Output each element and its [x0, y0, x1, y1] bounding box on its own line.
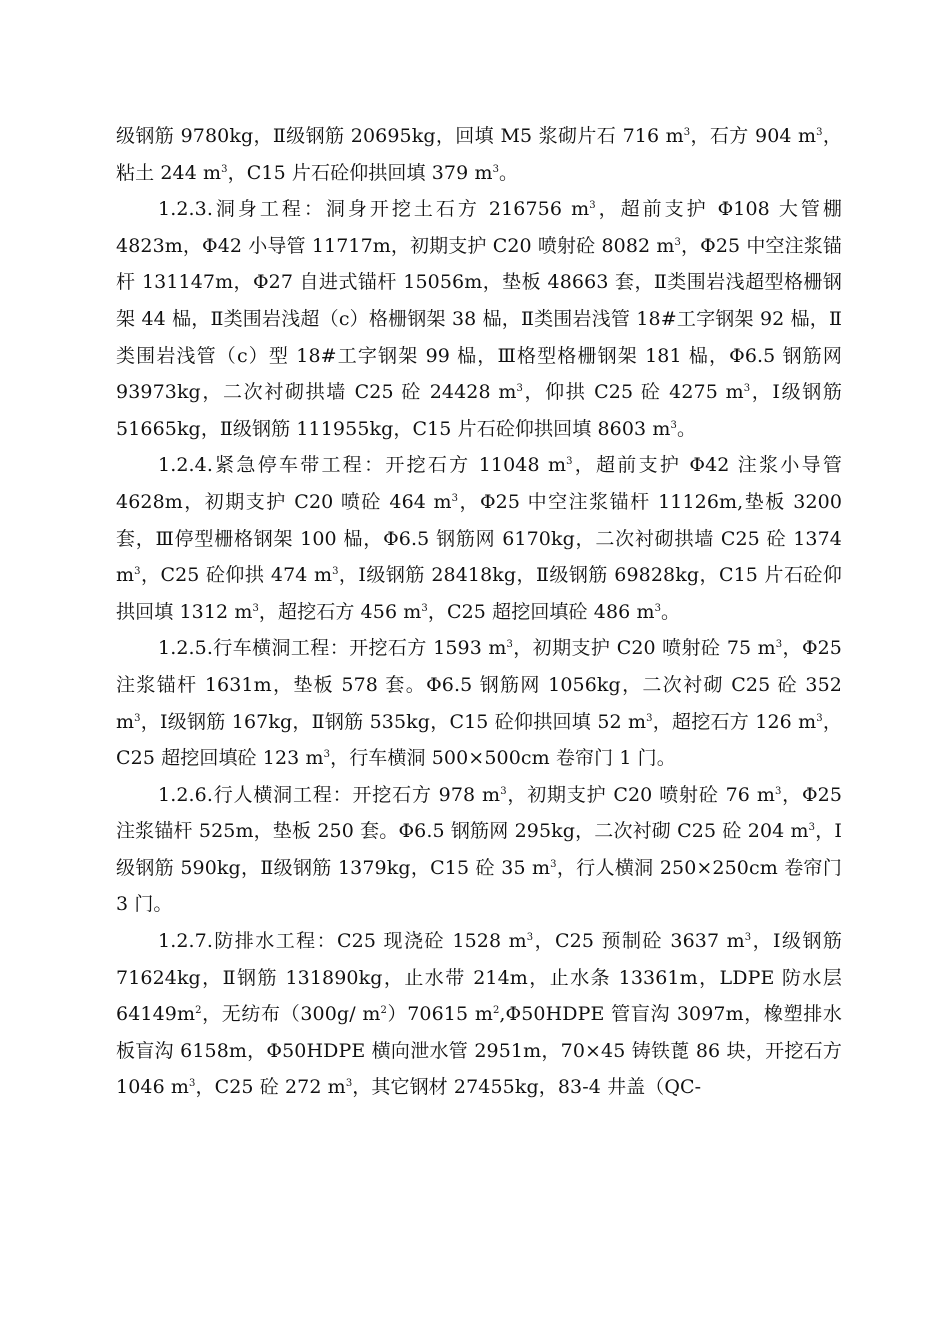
paragraph-rebar-backfill-continuation: 级钢筋 9780kg，Ⅱ级钢筋 20695kg，回填 M5 浆砌片石 716 $m^3$，石方 904 $m^3$，粘土 244 $m^3$，C15 片石砼仰拱回填 379 $m^3$。: [116, 125, 843, 184]
paragraph-waterproofing-drainage-works: 1.2.7.防排水工程：C25 现浇砼 1528 $m^3$，C25 预制砼 3637 $m^3$，Ⅰ级钢筋 71624kg，Ⅱ钢筋 131890kg，止水带 214m，止水条 13361m，LDPE 防水层 $64149m^2$，无纺布（300g/ $m^2)70615$ $m^2,\Phi 50HDPE$ 管盲沟 3097m，橡塑排水板盲沟 6158m，Φ50HDPE 横向泄水管 2951m，70×45 铸铁蓖 86 块，开挖石方 1046 $m^3$，C25 砼 272 $m^3$，其它钢材 27455kg，83-4 井盖（QC-: [116, 930, 842, 1099]
document-page: [116, 118, 842, 1106]
paragraph-tunnel-body-works: 1.2.3.洞身工程：洞身开挖土石方 216756 $m^3$，超前支护 Φ108 大管棚 4823m，Φ42 小导管 11717m，初期支护 C20 喷射砼 8082 $m^3$，Φ25 中空注浆锚杆 131147m，Φ27 自进式锚杆 15056m，垫板 48663 套，Ⅱ类围岩浅超型格栅钢架 44 榀，Ⅱ类围岩浅超（c）格栅钢架 38 榀，Ⅱ类围岩浅管 18#工字钢架 92 榀，Ⅱ类围岩浅管（c）型 18#工字钢架 99 榀，Ⅲ格型格栅钢架 181 榀，Φ6.5 钢筋网 93973kg，二次衬砌拱墙 C25 砼 24428 $m^3$，仰拱 C25 砼 4275 $m^3$，Ⅰ级钢筋 51665kg，Ⅱ级钢筋 111955kg，C15 片石砼仰拱回填 8603 $m^3$。: [116, 198, 843, 440]
paragraph-pedestrian-cross-passage-works: 1.2.6.行人横洞工程：开挖石方 978 $m^3$，初期支护 C20 喷射砼 76 $m^3$，Φ25 注浆锚杆 525m，垫板 250 套。Φ6.5 钢筋网 295kg，二次衬砌 C25 砼 204 $m^3$，Ⅰ级钢筋 590kg，Ⅱ级钢筋 1379kg，C15 砼 35 $m^3$，行人横洞 250×250cm 卷帘门 3 门。: [116, 783, 843, 916]
paragraph-vehicle-cross-passage-works: 1.2.5.行车横洞工程：开挖石方 1593 $m^3$，初期支护 C20 喷射砼 75 $m^3$，Φ25 注浆锚杆 1631m，垫板 578 套。Φ6.5 钢筋网 1056kg，二次衬砌 C25 砼 352 $m^3$，Ⅰ级钢筋 167kg，Ⅱ钢筋 535kg，C15 砼仰拱回填 52 $m^3$，超挖石方 126 $m^3$，C25 超挖回填砼 123 $m^3$，行车横洞 500×500cm 卷帘门 1 门。: [116, 637, 842, 770]
paragraph-emergency-parking-bay-works: 1.2.4.紧急停车带工程：开挖石方 11048 $m^3$，超前支护 Φ42 注浆小导管 4628m，初期支护 C20 喷砼 464 $m^3$，Φ25 中空注浆锚杆 11126m,垫板 3200 套，Ⅲ停型栅格钢架 100 榀，Φ6.5 钢筋网 6170kg，二次衬砌拱墙 C25 砼 1374 $m^3$，C25 砼仰拱 474 $m^3$，Ⅰ级钢筋 28418kg，Ⅱ级钢筋 69828kg，C15 片石砼仰拱回填 1312 $m^3$，超挖石方 456 $m^3$，C25 超挖回填砼 486 $m^3$。: [116, 454, 843, 623]
